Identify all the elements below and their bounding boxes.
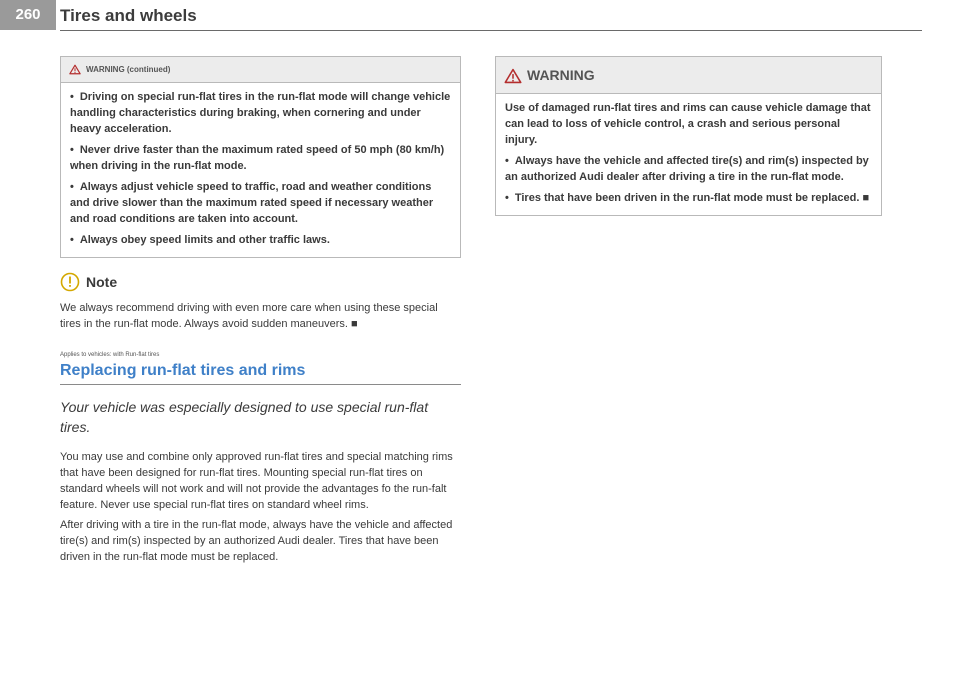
warning-item: [70, 89, 451, 137]
warning-label: WARNING: [527, 67, 595, 83]
section-paragraph: After driving with a tire in the run-flat mode, always have the vehicle and affected tire(s) and rim(s) inspected by an authorized Audi dealer. Tires that have been driven in the run-flat mode must be replaced.: [60, 519, 453, 563]
warning-item: [70, 179, 451, 227]
warning-header: [496, 57, 881, 94]
exclamation-circle-icon: [60, 272, 80, 292]
note-text-paragraph: [60, 300, 461, 332]
warning-text: Always obey speed limits and other traffic laws.: [79, 234, 330, 246]
warning-triangle-icon: [69, 64, 81, 75]
warning-text: Never drive faster than the maximum rated speed of 50 mph (80 km/h) when driving in the run-flat mode.: [70, 144, 445, 172]
right-column: [495, 56, 882, 216]
warning-body: [496, 94, 881, 215]
warning-item: [70, 142, 451, 174]
bullet: •: [70, 234, 74, 246]
section-title: Replacing run-flat tires and rims: [60, 362, 461, 385]
warning-intro: Use of damaged run-flat tires and rims can cause vehicle damage that can lead to loss of vehicle control, a crash and serious personal injury.: [505, 102, 871, 146]
warning-header: [61, 57, 460, 83]
note-heading: [60, 272, 461, 300]
left-column: [60, 56, 461, 569]
header-divider: [60, 30, 922, 31]
section-intro: Your vehicle was especially designed to use special run-flat tires.: [60, 399, 429, 435]
end-mark: ■: [862, 192, 870, 204]
page-number: 260: [0, 0, 56, 30]
warning-item: [70, 232, 451, 248]
warning-text: Tires that have been driven in the run-flat mode must be replaced.: [514, 192, 860, 204]
warning-box: [495, 56, 882, 216]
bullet: •: [70, 91, 74, 103]
bullet: •: [505, 155, 509, 167]
bullet: •: [505, 192, 509, 204]
note-title: Note: [86, 274, 118, 290]
warning-text: Driving on special run-flat tires in the run-flat mode will change vehicle handling characteristics during braking, when cornering and under heavy acceleration.: [70, 91, 451, 135]
running-header-title: Tires and wheels: [60, 6, 197, 25]
applies-to-label: Applies to vehicles: with Run-flat tires: [60, 352, 160, 358]
warning-text: Always adjust vehicle speed to traffic, road and weather conditions and drive slower than the maximum rated speed if necessary weather and road conditions are taken into account.: [70, 181, 434, 225]
note-text: We always recommend driving with even more care when using these special tires in the run-flat mode. Always avoid sudden maneuvers.: [60, 302, 438, 330]
warning-label: WARNING (continued): [86, 65, 171, 74]
warning-body: [61, 83, 460, 257]
warning-item: [505, 190, 872, 206]
warning-triangle-icon: [504, 68, 522, 84]
section-paragraph: You may use and combine only approved run-flat tires and special matching rims that have been designed for run-flat tires. Mounting special run-flat tires on standard wheels will not work and will not provide the advantages fo the run-falt feature. Never use special run-flat tires on standard wheel rims.: [60, 451, 453, 511]
bullet: •: [70, 181, 74, 193]
warning-text: Always have the vehicle and affected tire(s) and rim(s) inspected by an authorized Audi dealer after driving a tire in the run-flat mode.: [505, 155, 869, 183]
warning-box-continued: [60, 56, 461, 258]
warning-item: [505, 153, 872, 185]
end-mark: ■: [351, 318, 358, 330]
bullet: •: [70, 144, 74, 156]
